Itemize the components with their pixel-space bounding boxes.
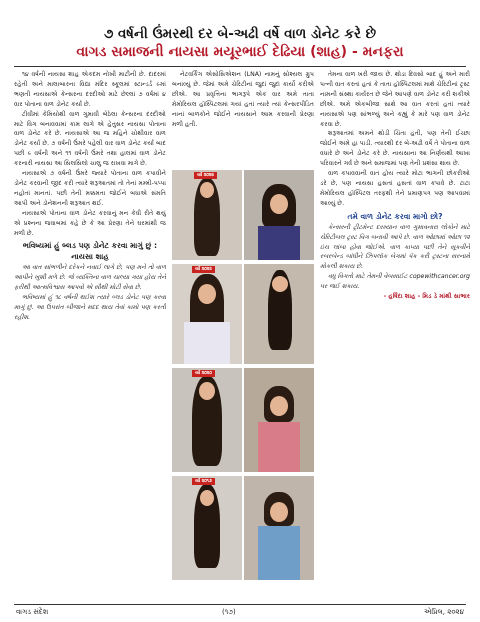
photo-hair-cut-2022-after <box>244 264 314 364</box>
right-column <box>320 70 470 600</box>
headline-line-1: ૭ વર્ષની ઉંમરથી દર બે-અઢી વર્ષે વાળ ડોનેટ કરે છે <box>103 26 377 42</box>
headline-line-2: વાગડ સમાજની નાયસા મયૂરભાઈ દેઢિયા (શાહ) - મનફરા <box>76 44 404 60</box>
photo-year-tag: વર્ષ ૨૦૨૨ <box>192 266 215 273</box>
middle-paragraph: નેટવર્કિંગ એસોસિએશન (LNA) નામનું સોશ્યલ ગ્રુપ બનાવ્યું છે. જેમાં અમે ચેરિટીનાં જુદાં જુદાં કાર્યો કરીએ છીએ. આ પ્રવૃત્તિના ભાગરૂપે એક વાર અમે તાતા મેમોરિયલ હૉસ્પિટલમાં ગયાં હતાં ત્યારે ત્યાં કેન્સરપીડિત નાનાં બાળકોને જોઈને નાયસાને આમ કરવાની પ્રેરણા મળી હતી. <box>172 71 314 128</box>
right-paragraph-2: વધુ વિગતો માટે તેમની વેબસાઈટ copewithcancer.org પર જઈ શકાય. <box>320 273 470 291</box>
photo-year-tag: વર્ષ ૨૦૧૭ <box>192 478 215 485</box>
photo-hair-cut-2017-before <box>172 476 242 580</box>
photo-hair-cut-2017-after <box>244 476 314 580</box>
left-paragraph: નાયસાએ પોતાના વાળ ડોનેટ કરવાનું મન કેવી રીતે થયું એ પ્રશ્નના જવાબમાં કહે છે કે આ પ્રેરણા તેને ઘરમાંથી જ મળી છે. <box>14 209 166 237</box>
footer-date: એપ્રિલ, ૨૦૨૪ <box>423 608 464 616</box>
photo-year-tag: વર્ષ ૨૦૨૪ <box>194 172 217 179</box>
headline-rule <box>14 66 466 67</box>
right-paragraph-2: કેન્સરની ટ્રીટમેન્ટ દરમ્યાન વાળ ગુમાવનારા લોકોને માટે ચેરિટીબલ ટ્રસ્ટ વિગ બનાવી આપે છે. વાળ ઓછામાં ઓછા ૧૨ ઇંચ લાંબા હોવા જોઈએ. વાળ કાપ્યા પછી તેને સૂકવીને રબરબેન્ડ બાંધીને ઝિપલૉક બેગમાં પૅક કરી ટ્રસ્ટના સરનામે મોકલી શકાય છે. <box>320 223 470 271</box>
photo-hair-cut-2022-before <box>172 264 242 364</box>
photo-hair-cut-2024-after <box>244 170 314 260</box>
middle-column-text <box>172 70 314 166</box>
left-paragraph: ૧૪ વર્ષની નાયસા શાહ એકદમ નોખી માટીની છે. દાદરમાં રહેતી અને માલાબારના વિદ્યા મંદિર સ્કૂલમાં સ્ટાન્ડર્ડ ૯માં ભણતી નાયસાએ કેન્સરના દરદીઓ માટે છેલ્લાં ૭ વર્ષમાં ૪ વાર પોતાના વાળ ડોનેટ કર્યા છે. <box>14 71 166 108</box>
left-paragraph-2: ભવિષ્યમાં હું ૧૮ વર્ષની થઈશ ત્યારે બ્લડ ડોનેટ પણ કરવા માગું છું. આ ઉપરાંત બીજાને મદદ થાય તેવાં કામો પણ કરતી રહીશ. <box>14 294 166 321</box>
footer-rule <box>14 604 466 605</box>
right-paragraph: વાળ કપાવવાની વાત હોય ત્યારે મોટા ભાગની છોકરીઓ ડરે છે, પણ નાયસા હસતાં હસતાં વાળ કપાવે છે. ટાટા મેમોરિયલ હૉસ્પિટલ તરફથી તેને પ્રમાણપત્ર પણ આપવામાં આવ્યું છે. <box>320 170 470 207</box>
byline: - હર્ષિદા શાહ - મિડ ડે માંથી સાભાર <box>383 293 470 301</box>
left-paragraph: ટીવીમાં કેમિયોથી વાળ ગુમાવી બેઠેલા કેન્સરના દરદીઓ માટે વિગ બનાવવામાં કામ લાગે એ હેતુસર નાયસા પોતાના વાળ ડોનેટ કરે છે. નાયસાએ આ જ મહિને ચોથીવાર વાળ ડોનેટ કર્યા છે. ૭ વર્ષની ઉંમરે પહેલી વાર વાળ ડોનેટ કર્યા બાદ પછી ૯ વર્ષની અને ૧૧ વર્ષની ઉંમરે તથા હાલમાં વાળ ડોનેટ કરનારી નાયસા આ સિલસિલો ચાલુ જ રાખવા માગે છે. <box>14 110 166 168</box>
footer-page-number: (૧૭) <box>222 608 236 616</box>
page-footer <box>0 604 480 622</box>
photo-hair-cut-2024-before <box>172 170 242 260</box>
left-paragraph-2: આ વાત સાંભળીને દરેકને નવાઈ લાગે છે, પણ મને તો વાળ આપીને ખુશી મળે છે. જે વ્યક્તિના વાળ ચાલ્યા ગયા હોય તેને ફરીથી આત્મવિશ્વાસ આપવો એ સૌથી મોટી સેવા છે. <box>14 264 166 292</box>
photo-hair-cut-2020-after <box>244 368 314 472</box>
right-paragraph: શરૂઆતમાં અમને થોડી ચિંતા હતી, પણ તેની ઈચ્છા જોઈને અમે હા પાડી. ત્યારથી દર બે-અઢી વર્ષે તે પોતાના વાળ વધારે છે અને ડોનેટ કરે છે. નાયસાના આ નિર્ણયથી આખા પરિવારને ગર્વ છે અને સમાજમાં પણ તેની પ્રશંસા થાય છે. <box>320 130 470 168</box>
right-paragraph: તેમના વાળ ખરી જાય છે. થોડા દિવસો બાદ હું અને મારી પત્ની વાત કરતાં હતાં કે તાતા હૉસ્પિટલમાં માથે ચેરિટીનાં ટ્રસ્ટ નામની સંસ્થા કાર્યરત છે જેને આપણે વાળ ડોનેટ કરી શકીએ છીએ. અમે એકબીજા સાથે આ વાત કરતાં હતાં ત્યારે નાયસાએ પણ સાંભળ્યું અને કહ્યું કે મારે પણ વાળ ડોનેટ કરવા છે. <box>320 71 470 128</box>
left-paragraph: નાયસાએ ૭ વર્ષની ઉંમરે જ્યારે પોતાના વાળ કપાવીને ડોનેટ કરવાની જીદ કરી ત્યારે શરૂઆતમાં તો તેનાં મમ્મી-પપ્પા નહોતાં માનતાં. પછી તેની મક્કમતા જોઈને બધાએ સંમતિ આપી અને ડોનેશનની શરૂઆત થઈ. <box>14 170 166 207</box>
footer-magazine-name: વાગડ સંદેશ <box>16 608 49 616</box>
left-sub-heading: ભવિષ્યમાં હું બ્લડ પણ ડોનેટ કરવા માગું છું : નાયસા શાહ <box>22 241 158 262</box>
photo-collage <box>172 170 314 580</box>
photo-hair-cut-2020-before <box>172 368 242 472</box>
right-sub-heading: તમે વાળ ડોનેટ કરવા માગો છો? <box>347 211 443 221</box>
left-column <box>14 70 166 600</box>
photo-year-tag: વર્ષ ૨૦૨૦ <box>192 370 215 377</box>
